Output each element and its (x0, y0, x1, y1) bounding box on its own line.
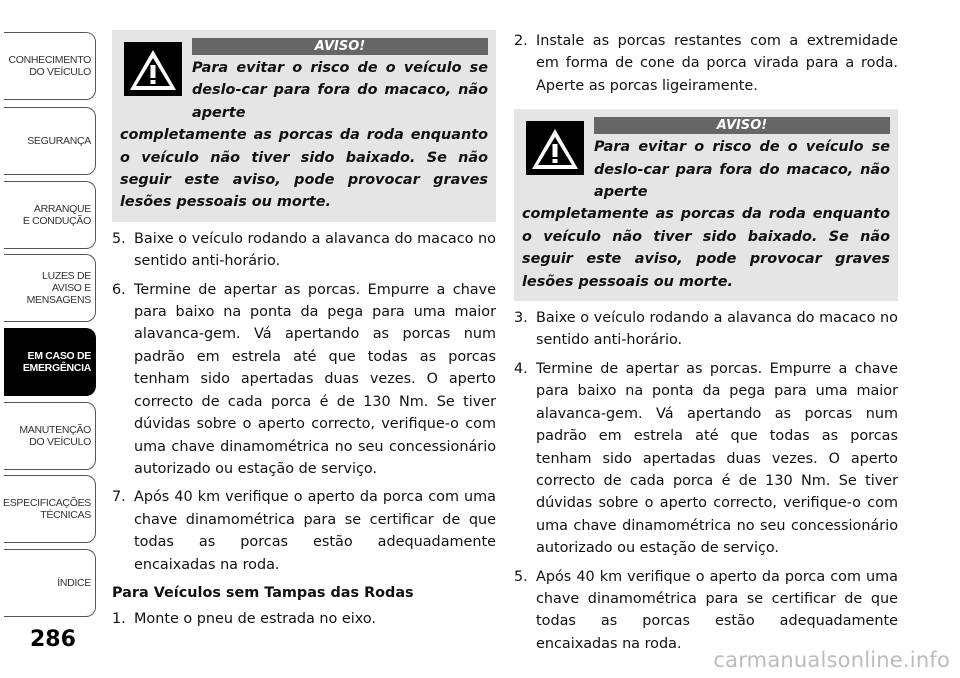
warning-triangle-icon (124, 42, 182, 96)
list-item: 1. Monte o pneu de estrada no eixo. (112, 611, 376, 628)
warning-title: AVISO! (192, 38, 488, 55)
warning-title: AVISO! (594, 117, 890, 134)
tab-manutencao-do-veiculo[interactable]: MANUTENÇÃO DO VEÍCULO (4, 402, 96, 470)
steps-list-2 (112, 608, 496, 630)
left-column (112, 30, 496, 637)
steps-list (112, 228, 496, 576)
list-item: 5. Baixe o veículo rodando a alavanca do macaco no sentido anti-horário. (112, 230, 496, 270)
tab-arranque-e-conducao[interactable]: ARRANQUE E CONDUÇÃO (4, 181, 96, 249)
tab-conhecimento-do-veiculo[interactable]: CONHECIMENTO DO VEÍCULO (4, 32, 96, 100)
section-heading: Para Veículos sem Tampas das Rodas (112, 584, 414, 601)
warning-text-first: Para evitar o risco de o veículo se deslo-car para fora do macaco, não aperte (594, 139, 890, 201)
list-item: 6. Termine de apertar as porcas. Empurre a chave para baixo na ponta da pega para uma maior alavanca-gem. Vá apertando as porcas num padrão em estrela até que todas as porcas tenham sido apertadas duas vezes. O aperto correcto de cada porca é de 130 Nm. Se tiver dúvidas sobre o aperto correcto, verifique-o com uma chave dinamométrica no seu concessionário autorizado ou estação de serviço. (112, 281, 496, 477)
warning-text-first: Para evitar o risco de o veículo se deslo-car para fora do macaco, não aperte (192, 60, 488, 121)
page-number: 286 (30, 627, 76, 652)
list-item: 2. Instale as porcas restantes com a extremidade em forma de cone da porca virada para a roda. Aperte as porcas ligeiramente. (514, 33, 898, 94)
warning-text: completamente as porcas da roda enquanto o veículo não tiver sido baixado. Se não seguir este aviso, pode provocar graves lesões pessoais ou morte. (120, 127, 488, 211)
tab-especificacoes-tecnicas[interactable]: ESPECIFICAÇÕES TÉCNICAS (4, 475, 96, 543)
tab-seguranca[interactable]: SEGURANÇA (4, 107, 96, 175)
list-item: 5. Após 40 km verifique o aperto da porca com uma chave dinamométrica para se certificar de que todas as porcas estão adequadamente encaixadas na roda. (514, 568, 898, 652)
warning-box (112, 30, 496, 222)
steps-list (514, 307, 898, 655)
right-column (514, 30, 898, 661)
list-item: 7. Após 40 km verifique o aperto da porca com uma chave dinamométrica para se certificar de que todas as porcas estão adequadamente encaixadas na roda. (112, 489, 496, 573)
warning-box (514, 109, 898, 301)
watermark: carmanualsonline.info (713, 648, 950, 672)
list-item: 4. Termine de apertar as porcas. Empurre a chave para baixo na ponta da pega para uma maior alavanca-gem. Vá apertando as porcas num padrão em estrela até que todas as porcas tenham sido apertadas duas vezes. O aperto correcto de cada porca é de 130 Nm. Se tiver dúvidas sobre o aperto correcto, verifique-o com uma chave dinamométrica no seu concessionário autorizado ou estação de serviço. (514, 360, 898, 557)
section-tabs (0, 0, 100, 640)
warning-triangle-icon (526, 121, 584, 175)
tab-em-caso-de-emergencia[interactable]: EM CASO DE EMERGÊNCIA (4, 328, 96, 396)
tab-luzes-de-aviso[interactable]: LUZES DE AVISO E MENSAGENS (4, 254, 96, 322)
warning-text: completamente as porcas da roda enquanto o veículo não tiver sido baixado. Se não seguir este aviso, pode provocar graves lesões pessoais ou morte. (522, 206, 890, 290)
list-item: 3. Baixe o veículo rodando a alavanca do macaco no sentido anti-horário. (514, 310, 898, 349)
tab-indice[interactable]: ÍNDICE (4, 549, 96, 617)
steps-list-top (514, 30, 898, 97)
